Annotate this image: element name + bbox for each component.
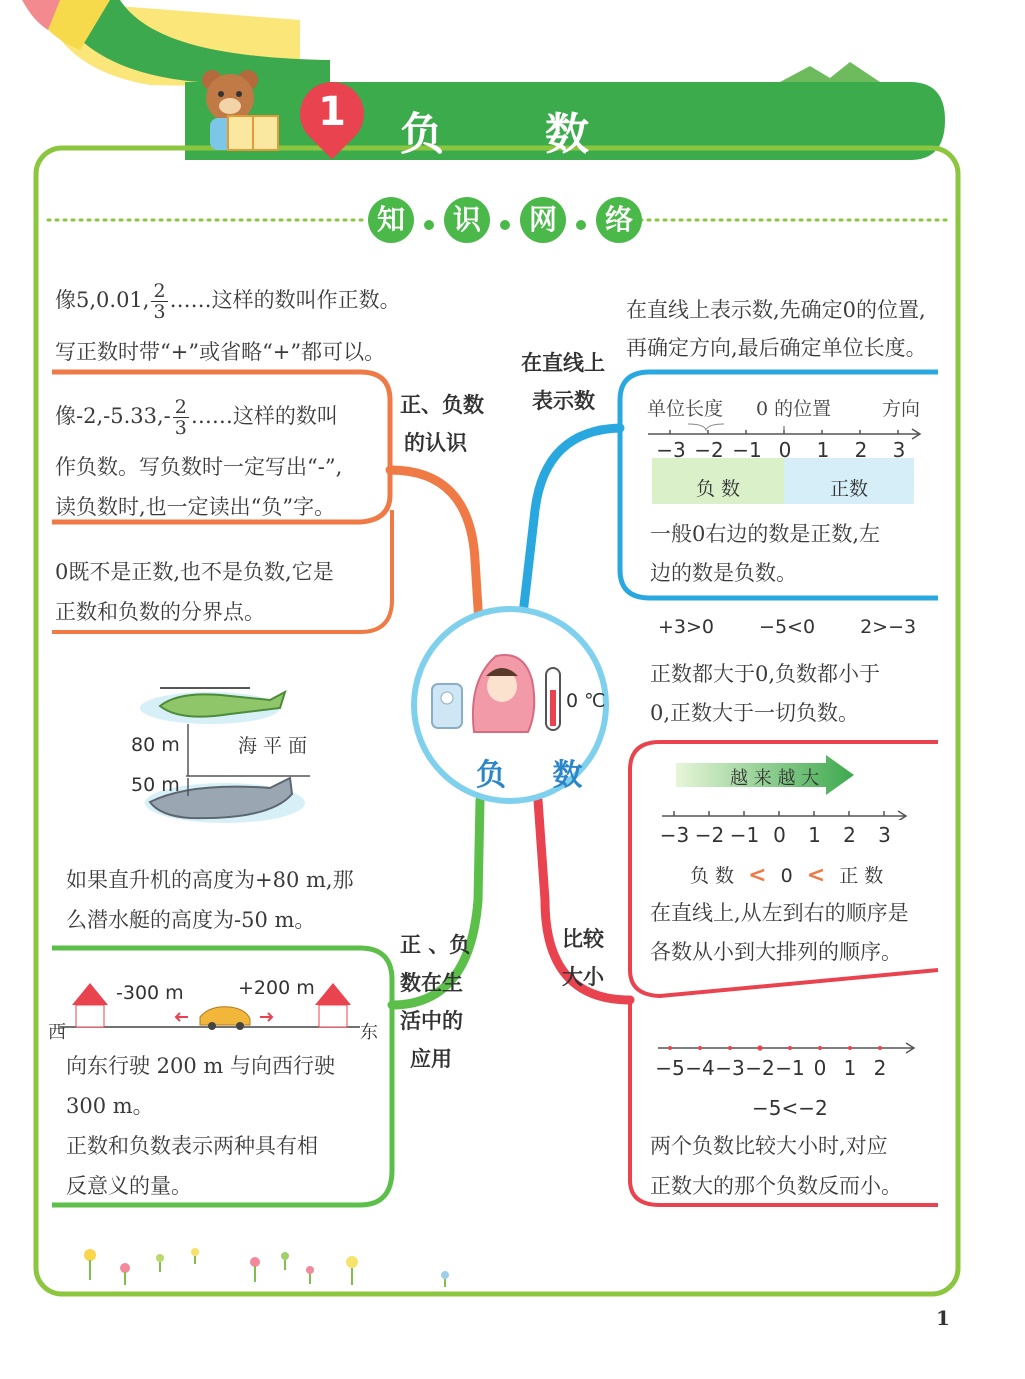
tick-label: −1 <box>775 1056 805 1080</box>
text: 像5,0.01, <box>55 288 150 312</box>
less-than-sign: < <box>748 863 767 888</box>
tick-label: 2 <box>873 1056 887 1080</box>
tick-label: 2 <box>854 438 868 462</box>
tick-label: 0 <box>778 438 792 462</box>
increasing-label: 越 来 越 大 <box>730 768 820 789</box>
tick-label: −3 <box>656 438 686 462</box>
order-zero: 0 <box>780 865 793 887</box>
zero-note: 正数和负数的分界点。 <box>55 600 265 624</box>
fraction-numerator: 2 <box>174 396 187 418</box>
fraction-denominator: 3 <box>153 301 166 323</box>
number-line-intro: 再确定方向,最后确定单位长度。 <box>626 336 927 360</box>
east-label: 东 <box>360 1022 378 1043</box>
fraction <box>173 397 189 438</box>
negative-write-note: 作负数。写负数时一定写出“-”, <box>55 455 343 479</box>
section-title-char: 络 <box>596 197 642 243</box>
sign-rule: 一般0右边的数是正数,左 <box>650 522 881 546</box>
positive-sign-note: 写正数时带“+”或省略“+”都可以。 <box>55 340 386 364</box>
opposite-meaning: 反意义的量。 <box>66 1174 192 1198</box>
east-distance: +200 m <box>238 977 315 999</box>
tick-label: 1 <box>816 438 830 462</box>
positive-definition <box>55 280 401 322</box>
order-negative: 负 数 <box>690 865 735 887</box>
text: 像-2,-5.33,- <box>55 404 171 428</box>
drive-example: 300 m。 <box>66 1094 154 1118</box>
negative-zone-label: 负 数 <box>696 478 741 500</box>
chapter-number: 1 <box>318 89 346 135</box>
comparison: 2>−3 <box>860 616 917 638</box>
negative-read-note: 读负数时,也一定读出“负”字。 <box>55 495 336 519</box>
tick-label: −1 <box>729 823 760 847</box>
less-than-sign: < <box>806 863 826 888</box>
fraction-denominator: 3 <box>174 417 187 439</box>
bear-reading-illustration <box>190 66 280 156</box>
tick-label: 0 <box>773 823 786 847</box>
fraction <box>151 281 167 322</box>
negative-definition <box>55 396 338 438</box>
unit-length-label: 单位长度 <box>647 398 724 420</box>
tick-label: −3 <box>715 1056 745 1080</box>
tick-label: 1 <box>843 1056 857 1080</box>
helicopter-height: 80 m <box>131 734 180 756</box>
tick-label: 2 <box>843 823 856 847</box>
order-rule: 各数从小到大排列的顺序。 <box>650 940 902 964</box>
west-label: 西 <box>48 1022 66 1043</box>
section-title-char: 知 <box>368 197 414 243</box>
order-positive: 正 数 <box>839 865 884 887</box>
sign-rule: 边的数是负数。 <box>650 561 797 585</box>
negative-compare-rule: 正数大的那个负数反而小。 <box>650 1174 902 1198</box>
tick-label: −2 <box>694 823 725 847</box>
branch-label: 表示数 <box>532 389 595 413</box>
comparison-number-line <box>662 806 912 820</box>
section-title-char: 识 <box>444 197 490 243</box>
height-example: 么潜水艇的高度为-50 m。 <box>66 908 316 932</box>
branch-label: 数在生 <box>400 971 463 995</box>
west-distance: -300 m <box>116 982 184 1004</box>
branch-label: 的认识 <box>404 431 467 455</box>
tick-label: 1 <box>808 823 821 847</box>
number-line-intro: 在直线上表示数,先确定0的位置, <box>626 298 926 322</box>
opposite-meaning: 正数和负数表示两种具有相 <box>66 1134 318 1158</box>
comparison-examples <box>658 616 916 638</box>
text: ……这样的数叫 <box>190 404 338 428</box>
tick-label: 3 <box>878 823 891 847</box>
road-houses-illustration <box>60 975 370 1035</box>
drive-example: 向东行驶 200 m 与向西行驶 <box>66 1054 336 1078</box>
branch-label: 应用 <box>410 1047 452 1071</box>
negative-comparison: −5<−2 <box>752 1096 828 1120</box>
tick-label: −4 <box>685 1056 715 1080</box>
comparison: −5<0 <box>759 616 816 638</box>
page-title-char-1: 负 <box>400 109 446 160</box>
thermometer-reading: 0 ℃ <box>566 690 606 712</box>
comparison-rule: 正数都大于0,负数都小于 <box>650 662 881 686</box>
sea-level-label: 海 平 面 <box>238 735 308 757</box>
zero-note: 0既不是正数,也不是负数,它是 <box>55 560 334 584</box>
tick-label: 3 <box>892 438 906 462</box>
text: ……这样的数叫作正数。 <box>169 288 401 312</box>
tick-label: −3 <box>659 823 690 847</box>
comparison-ticks <box>657 823 902 847</box>
branch-label: 比较 <box>562 927 604 951</box>
section-title-char: 网 <box>520 197 566 243</box>
order-rule: 在直线上,从左到右的顺序是 <box>650 901 909 925</box>
fraction-numerator: 2 <box>153 280 166 302</box>
branch-label: 活中的 <box>400 1009 463 1033</box>
page-title-char-2: 数 <box>545 109 589 160</box>
direction-label: 方向 <box>882 398 921 420</box>
comparison-rule: 0,正数大于一切负数。 <box>650 701 860 725</box>
section-title <box>368 197 642 243</box>
negative-number-line <box>658 1040 920 1054</box>
branch-label: 正、负数 <box>400 393 484 417</box>
tick-label: −2 <box>745 1056 775 1080</box>
branch-label: 在直线上 <box>521 351 605 375</box>
branch-label: 正 、负 <box>400 933 471 957</box>
page-number: 1 <box>936 1306 950 1330</box>
zero-position-label: 0 的位置 <box>756 398 832 420</box>
helicopter-submarine-illustration <box>130 678 330 838</box>
comparison: +3>0 <box>658 616 715 638</box>
order-row <box>690 861 883 888</box>
submarine-depth: 50 m <box>131 774 180 796</box>
branch-label: 大小 <box>562 965 604 989</box>
negative-compare-rule: 两个负数比较大小时,对应 <box>650 1134 888 1158</box>
height-example: 如果直升机的高度为+80 m,那 <box>66 868 354 892</box>
positive-zone-label: 正数 <box>830 478 869 500</box>
center-topic: 负 数 <box>476 758 601 793</box>
tick-label: −5 <box>655 1056 685 1080</box>
tick-label: −1 <box>732 438 762 462</box>
number-line-ticks <box>652 438 918 462</box>
tick-label: −2 <box>694 438 724 462</box>
number-line <box>648 420 928 440</box>
negative-ticks <box>655 1056 895 1080</box>
tick-label: 0 <box>813 1056 827 1080</box>
